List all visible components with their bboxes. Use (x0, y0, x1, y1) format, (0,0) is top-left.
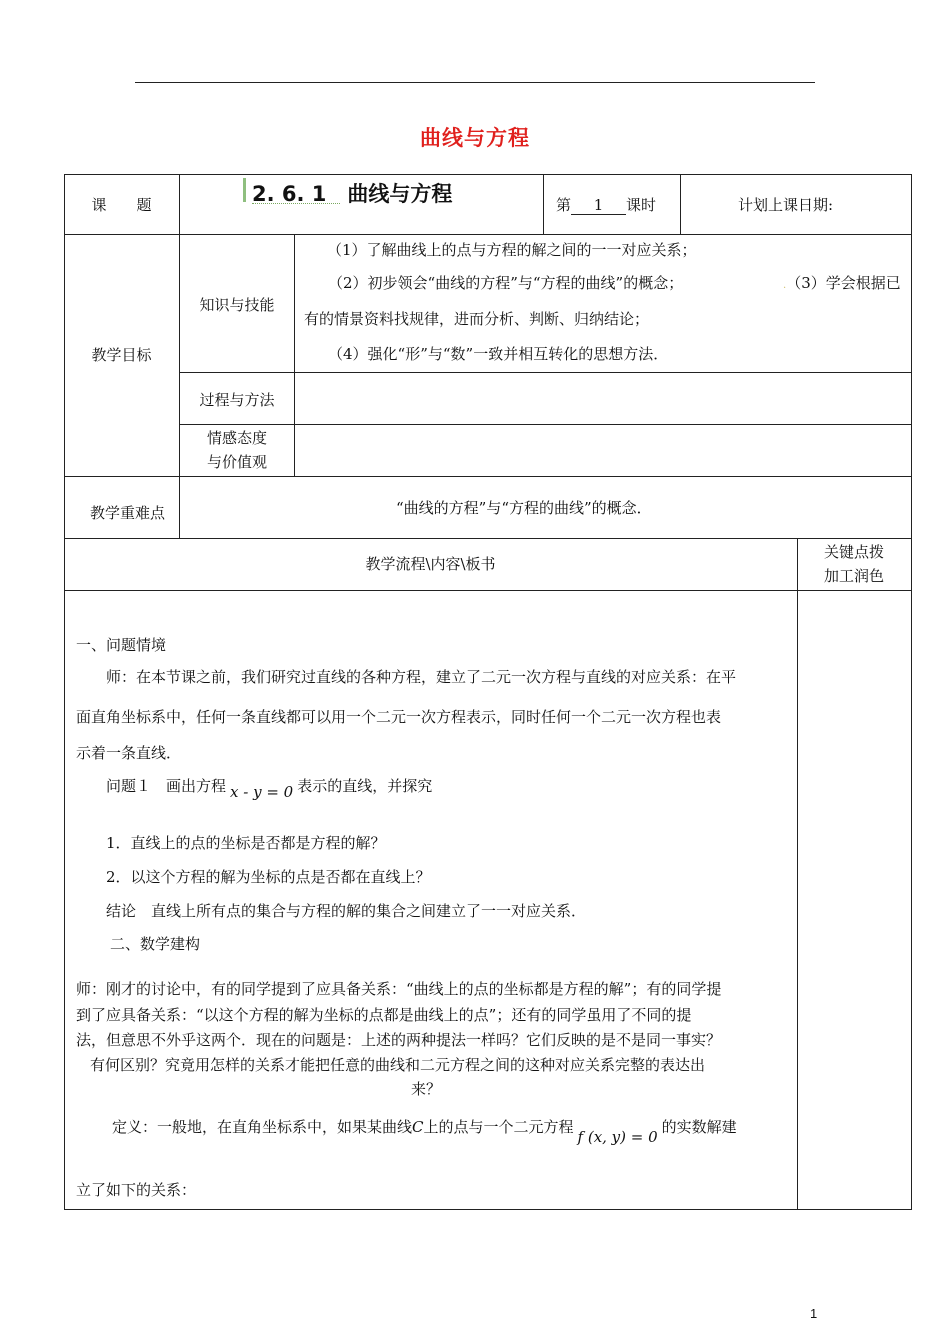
question-1: 问题１ 画出方程 x - y = 0 表示的直线，并探究 (106, 777, 433, 801)
key-points-content: “曲线的方程”与“方程的曲线”的概念． (396, 499, 652, 517)
emotion-label-line-1: 情感态度 (206, 429, 267, 447)
objectives-label: 教学目标 (91, 346, 152, 364)
para1-line-1: 师：在本节课之前，我们研究过直线的各种方程，建立了二元一次方程与直线的对应关系：在平 (106, 668, 737, 686)
process-methods-label: 过程与方法 (199, 391, 275, 409)
section2-heading: 二、数学建构 (110, 935, 201, 953)
period-field (556, 196, 656, 215)
page-number: 1 (810, 1306, 818, 1321)
key-points-label: 教学重难点 (89, 504, 165, 522)
equation-x-minus-y: x - y = 0 (230, 783, 294, 801)
curve-c: C (412, 1118, 424, 1136)
para2-line-5: 来？ (411, 1080, 442, 1098)
emotion-label-line-2: 与价值观 (206, 453, 267, 471)
para1-line-3: 示着一条直线． (76, 744, 182, 762)
period-suffix: 课时 (626, 196, 657, 214)
knowledge-skills-label: 知识与技能 (199, 296, 275, 314)
topic-label: 课 题 (91, 195, 152, 214)
equation-f-xy: f (x, y) = 0 (577, 1128, 658, 1146)
edit-mark-icon: . (783, 280, 787, 291)
para2-line-4: 有何区别？究竟用怎样的关系才能把任意的曲线和二元方程之间的这种对应关系完整的表达出 (90, 1056, 706, 1074)
lesson-title-underline (252, 203, 340, 204)
planned-date-label: 计划上课日期: (738, 196, 834, 214)
lesson-title: 2. 6. 1 曲线与方程 (252, 182, 453, 206)
flow-header: 教学流程\内容\板书 (365, 555, 496, 573)
definition-line-2: 立了如下的关系： (76, 1181, 197, 1199)
side-header-line-2: 加工润色 (823, 567, 884, 585)
header-rule (135, 82, 815, 83)
objective-3-part-2: 有的情景资料找规律，进而分析、判断、归纳结论； (304, 310, 650, 328)
document-title: 曲线与方程 (420, 125, 530, 150)
side-header-line-1: 关键点拨 (823, 543, 884, 561)
para2-line-2: 到了应具备关系：“以这个方程的解为坐标的点都是曲线上的点”；还有的同学虽用了不同的提 (76, 1006, 692, 1024)
objective-3-part-1: .（3）学会根据已 (783, 274, 901, 292)
objective-4: （4）强化“形”与“数”一致并相互转化的思想方法． (328, 345, 669, 363)
question-item-1: 1．直线上的点的坐标是否都是方程的解？ (106, 834, 386, 852)
period-number: 1 (571, 196, 626, 215)
para2-line-3: 法，但意思不外乎这两个．现在的问题是：上述的两种提法一样吗？它们反映的是不是同一事实？ (76, 1031, 722, 1049)
para1-line-2: 面直角坐标系中，任何一条直线都可以用一个二元一次方程表示，同时任何一个二元一次方程也表 (76, 708, 722, 726)
conclusion: 结论 直线上所有点的集合与方程的解的集合之间建立了一一对应关系． (106, 902, 587, 920)
objective-2: （2）初步领会“曲线的方程”与“方程的曲线”的概念； (328, 274, 684, 292)
section1-heading: 一、问题情境 (76, 636, 167, 654)
objective-1: （1）了解曲线上的点与方程的解之间的一一对应关系； (327, 241, 697, 259)
para2-line-1: 师：刚才的讨论中，有的同学提到了应具备关系：“曲线上的点的坐标都是方程的解”；有的同学提 (76, 980, 722, 998)
title-marker-decoration (243, 178, 246, 202)
definition: 定义：一般地，在直角坐标系中，如果某曲线C上的点与一个二元方程f (x, y) = 0的实数解建 (112, 1118, 737, 1146)
period-prefix: 第 (556, 196, 572, 214)
question-item-2: 2．以这个方程的解为坐标的点是否都在直线上？ (106, 868, 431, 886)
